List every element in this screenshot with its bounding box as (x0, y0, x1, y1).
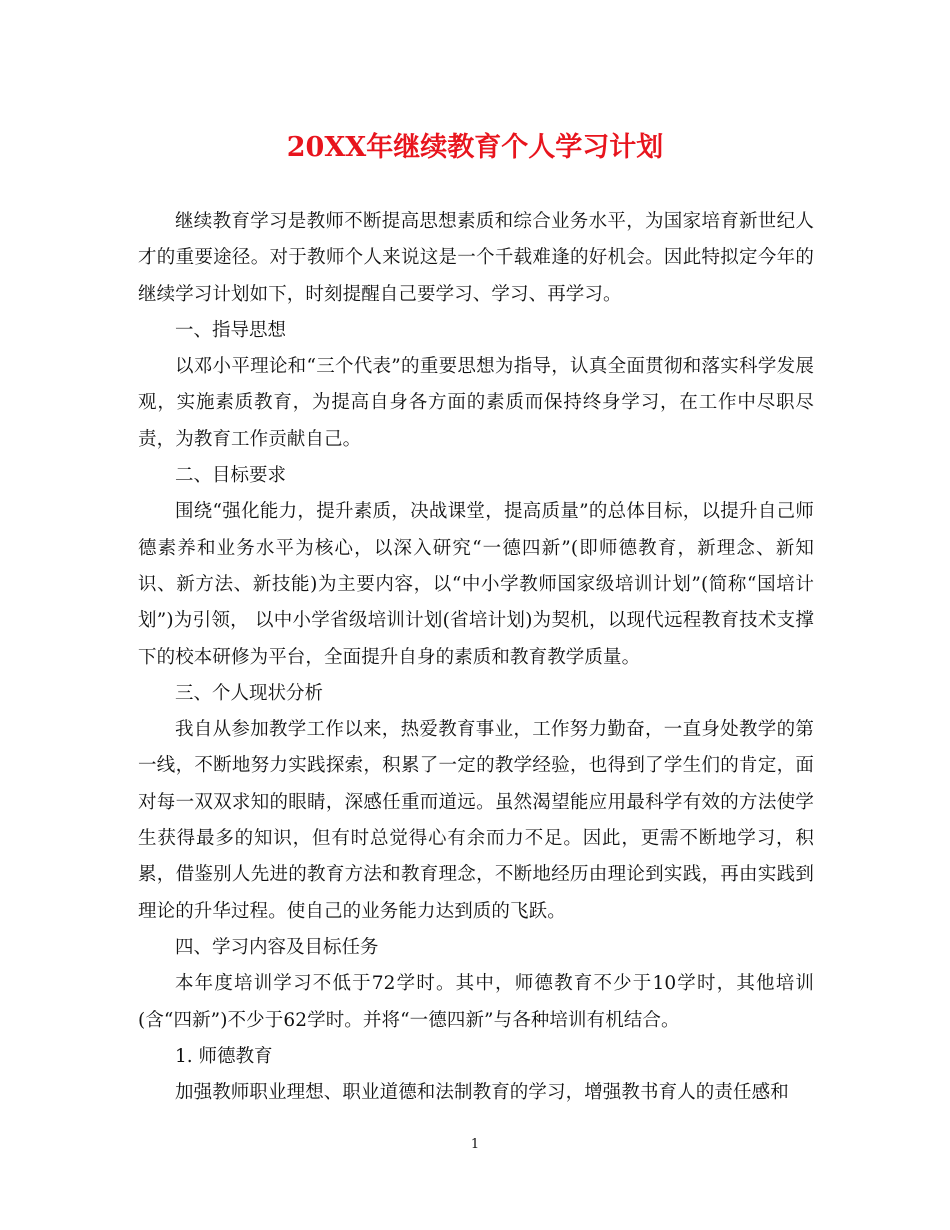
document-title: 20XX年继续教育个人学习计划 (286, 132, 664, 163)
document-body (138, 204, 814, 1111)
status-analysis-paragraph: 我自从参加教学工作以来，热爱教育事业，工作努力勤奋，一直身处教学的第一线，不断地努力实践探索，积累了一定的教学经验，也得到了学生们的肯定，面对每一双双求知的眼睛，深感任重而道远。虽然渴望能应用最科学有效的方法使学生获得最多的知识，但有时总觉得心有余而力不足。因此，更需不断地学习，积累，借鉴别人先进的教育方法和教育理念，不断地经历由理论到实践，再由实践到理论的升华过程。使自己的业务能力达到质的飞跃。 (138, 719, 814, 922)
guiding-thought-paragraph: 以邓小平理论和“三个代表”的重要思想为指导，认真全面贯彻和落实科学发展观，实施素质教育，为提高自身各方面的素质而保持终身学习，在工作中尽职尽责，为教育工作贡献自己。 (138, 356, 814, 450)
subsection-heading-ethics: 1. 师德教育 (175, 1045, 273, 1067)
content-tasks-paragraph: 本年度培训学习不低于72学时。其中，师德教育不少于10学时，其他培训(含“四新”)不少于62学时。并将“一德四新”与各种培训有机结合。 (138, 973, 814, 1031)
ethics-paragraph: 加强教师职业理想、职业道德和法制教育的学习，增强教书育人的责任感和 (175, 1082, 789, 1104)
page-number: 1 (470, 1137, 480, 1152)
section-heading-status-analysis: 三、个人现状分析 (175, 682, 324, 704)
goals-paragraph: 围绕“强化能力，提升素质，决战课堂，提高质量”的总体目标，以提升自己师德素养和业务水平为核心，以深入研究“一德四新”(即师德教育，新理念、新知识、新方法、新技能)为主要内容，以“中小学教师国家级培训计划”(简称“国培计划”)为引领， 以中小学省级培训计划(省培计划)为契机，以现代远程教育技术支撑下的校本研修为平台，全面提升自身的素质和教育教学质量。 (138, 501, 814, 668)
intro-paragraph: 继续教育学习是教师不断提高思想素质和综合业务水平，为国家培育新世纪人才的重要途径。对于教师个人来说这是一个千载难逢的好机会。因此特拟定今年的继续学习计划如下，时刻提醒自己要学习、学习、再学习。 (138, 211, 814, 305)
section-heading-guiding-thought: 一、指导思想 (175, 319, 287, 341)
section-heading-content-tasks: 四、学习内容及目标任务 (175, 936, 379, 958)
section-heading-goals: 二、目标要求 (175, 465, 287, 487)
